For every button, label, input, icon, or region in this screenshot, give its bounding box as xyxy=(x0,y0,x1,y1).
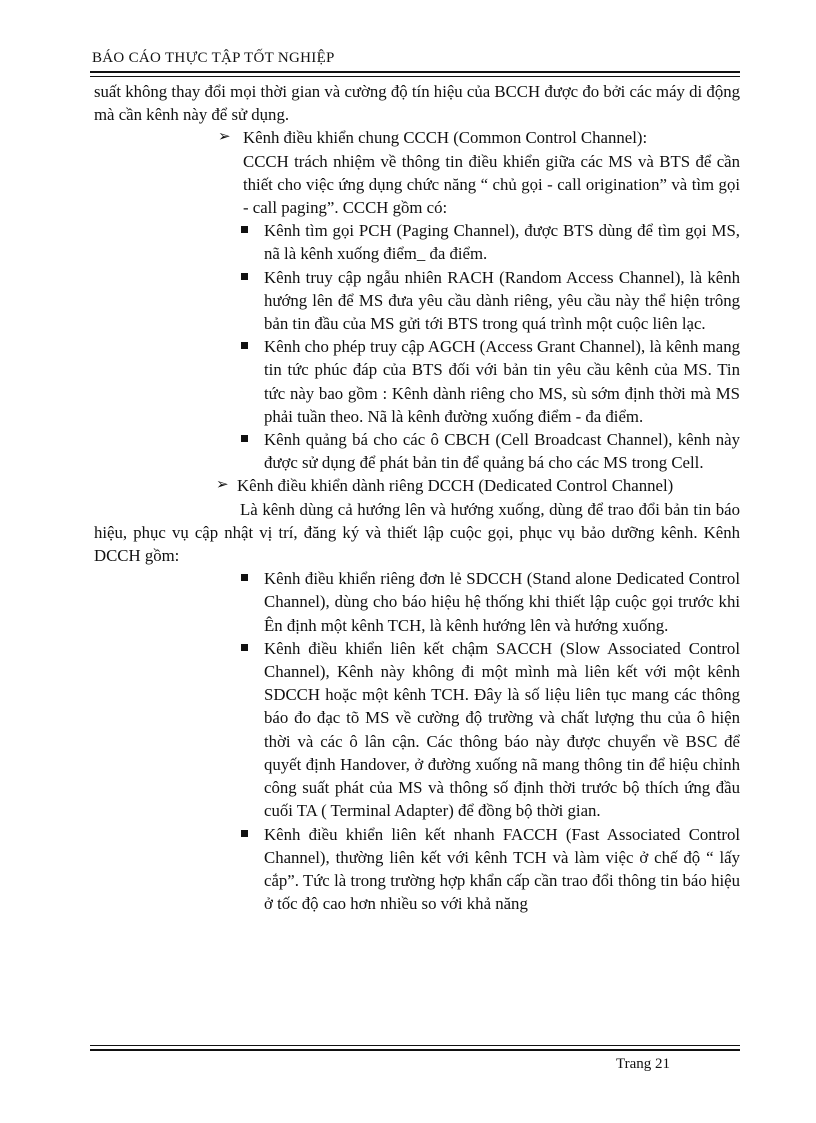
intro-paragraph: suất không thay đổi mọi thời gian và cường độ tín hiệu của BCCH được đo bởi các máy di động mà cần kênh này để sử dụng. xyxy=(94,82,740,125)
square-bullet-icon xyxy=(241,574,248,581)
page-number: Trang 21 xyxy=(615,1056,670,1072)
square-bullet-icon xyxy=(241,830,248,837)
square-bullet-icon xyxy=(241,342,248,349)
dcch-list xyxy=(94,567,740,915)
list-item xyxy=(94,428,740,474)
footer-rule-thin xyxy=(90,1045,740,1046)
dcch-heading-text: Kênh điều khiển dành riêng DCCH (Dedicated Control Channel) xyxy=(237,476,674,496)
square-bullet-icon xyxy=(241,435,248,442)
list-item xyxy=(94,335,740,428)
list-item xyxy=(94,637,740,823)
document-body xyxy=(94,80,740,915)
dcch-description xyxy=(94,498,740,568)
ccch-heading xyxy=(94,126,740,149)
footer-rule-thick xyxy=(90,1049,740,1051)
list-item-text: Kênh tìm gọi PCH (Paging Channel), được BTS dùng để tìm gọi MS, nã là kênh xuống điểm_ đa điểm. xyxy=(264,221,740,264)
list-item-text: Kênh quảng bá cho các ô CBCH (Cell Broadcast Channel), kênh này được sử dụng để phát bản tin để quảng bá cho các MS trong Cell. xyxy=(264,430,740,473)
list-item xyxy=(94,219,740,265)
list-item-text: Kênh điều khiển riêng đơn lẻ SDCCH (Stand alone Dedicated Control Channel), dùng cho báo hiệu hệ thống khi thiết lập cuộc gọi trước khi Ên định một kênh TCH, là kênh hướng lên và hướng xuống. xyxy=(264,569,740,635)
list-item xyxy=(94,823,740,916)
list-item-text: Kênh cho phép truy cập AGCH (Access Grant Channel), là kênh mang tin tức phúc đáp của BTS đối với bản tin yêu cầu kênh của MS. Tin tức này bao gồm : Kênh dành riêng cho MS, sù sớm định thời mà MS phải tuần theo. Nã là kênh đường xuống điểm - đa điểm. xyxy=(264,337,740,426)
list-item-text: Kênh điều khiển liên kết chậm SACCH (Slow Associated Control Channel), Kênh này không đi một mình mà liên kết với một kênh SDCCH hoặc một kênh TCH. Đây là số liệu liên tục mang các thông báo đo đạc tõ MS về cường độ trường và chất lượng thu của ô hiện thời và các ô lân cận. Các thông báo này được chuyển về BSC để quyết định Handover, ở đường xuống nã mang thông tin để hiệu chỉnh công suất phát của MS và thông số định thời trước bộ thích ứng đầu cuối TA ( Terminal Adapter) để đồng bộ thời gian. xyxy=(264,638,740,821)
dcch-description-rest: tin báo hiệu, phục vụ cập nhật vị trí, đăng ký và thiết lập cuộc gọi, phục vụ bảo dưỡng kênh. Kênh DCCH gồm: xyxy=(94,499,740,566)
square-bullet-icon xyxy=(241,273,248,280)
dcch-heading xyxy=(94,474,740,497)
header-rule-thin xyxy=(90,76,740,77)
ccch-heading-text: Kênh điều khiển chung CCCH (Common Control Channel): xyxy=(243,128,648,148)
ccch-description: CCCH trách nhiệm về thông tin điều khiển giữa các MS và BTS để cần thiết cho việc ứng dụng chức năng “ chủ gọi - call origination” và tìm gọi - call paging”. CCCH gồm có: xyxy=(243,151,740,218)
header-rule-thick xyxy=(90,71,740,73)
page-header-title: BÁO CÁO THỰC TẬP TỐT NGHIỆP xyxy=(92,50,335,66)
ccch-list xyxy=(94,219,740,474)
list-item-text: Kênh điều khiển liên kết nhanh FACCH (Fast Associated Control Channel), thường liên kết với kênh TCH và làm việc ở chế độ “ lấy cắp”. Tức là trong trường hợp khẩn cấp cần trao đổi thông tin báo hiệu ở tốc độ cao hơn nhiều so với khả năng xyxy=(264,824,740,914)
list-item-text: Kênh truy cập ngẫu nhiên RACH (Random Access Channel), là kênh hướng lên để MS đưa yêu cầu dành riêng, yêu cầu này thể hiện trông bản tin đầu của MS gửi tới BTS trong quá trình một cuộc liên lạc. xyxy=(264,267,740,334)
square-bullet-icon xyxy=(241,644,248,651)
list-item xyxy=(94,567,740,637)
dcch-description-lead: Là kênh dùng cả hướng lên và hướng xuống, dùng để trao đổi bản xyxy=(240,499,689,519)
arrow-bullet-icon: ➢ xyxy=(218,129,231,146)
list-item xyxy=(94,266,740,336)
square-bullet-icon xyxy=(241,226,248,233)
arrow-bullet-icon: ➢ xyxy=(216,477,229,494)
